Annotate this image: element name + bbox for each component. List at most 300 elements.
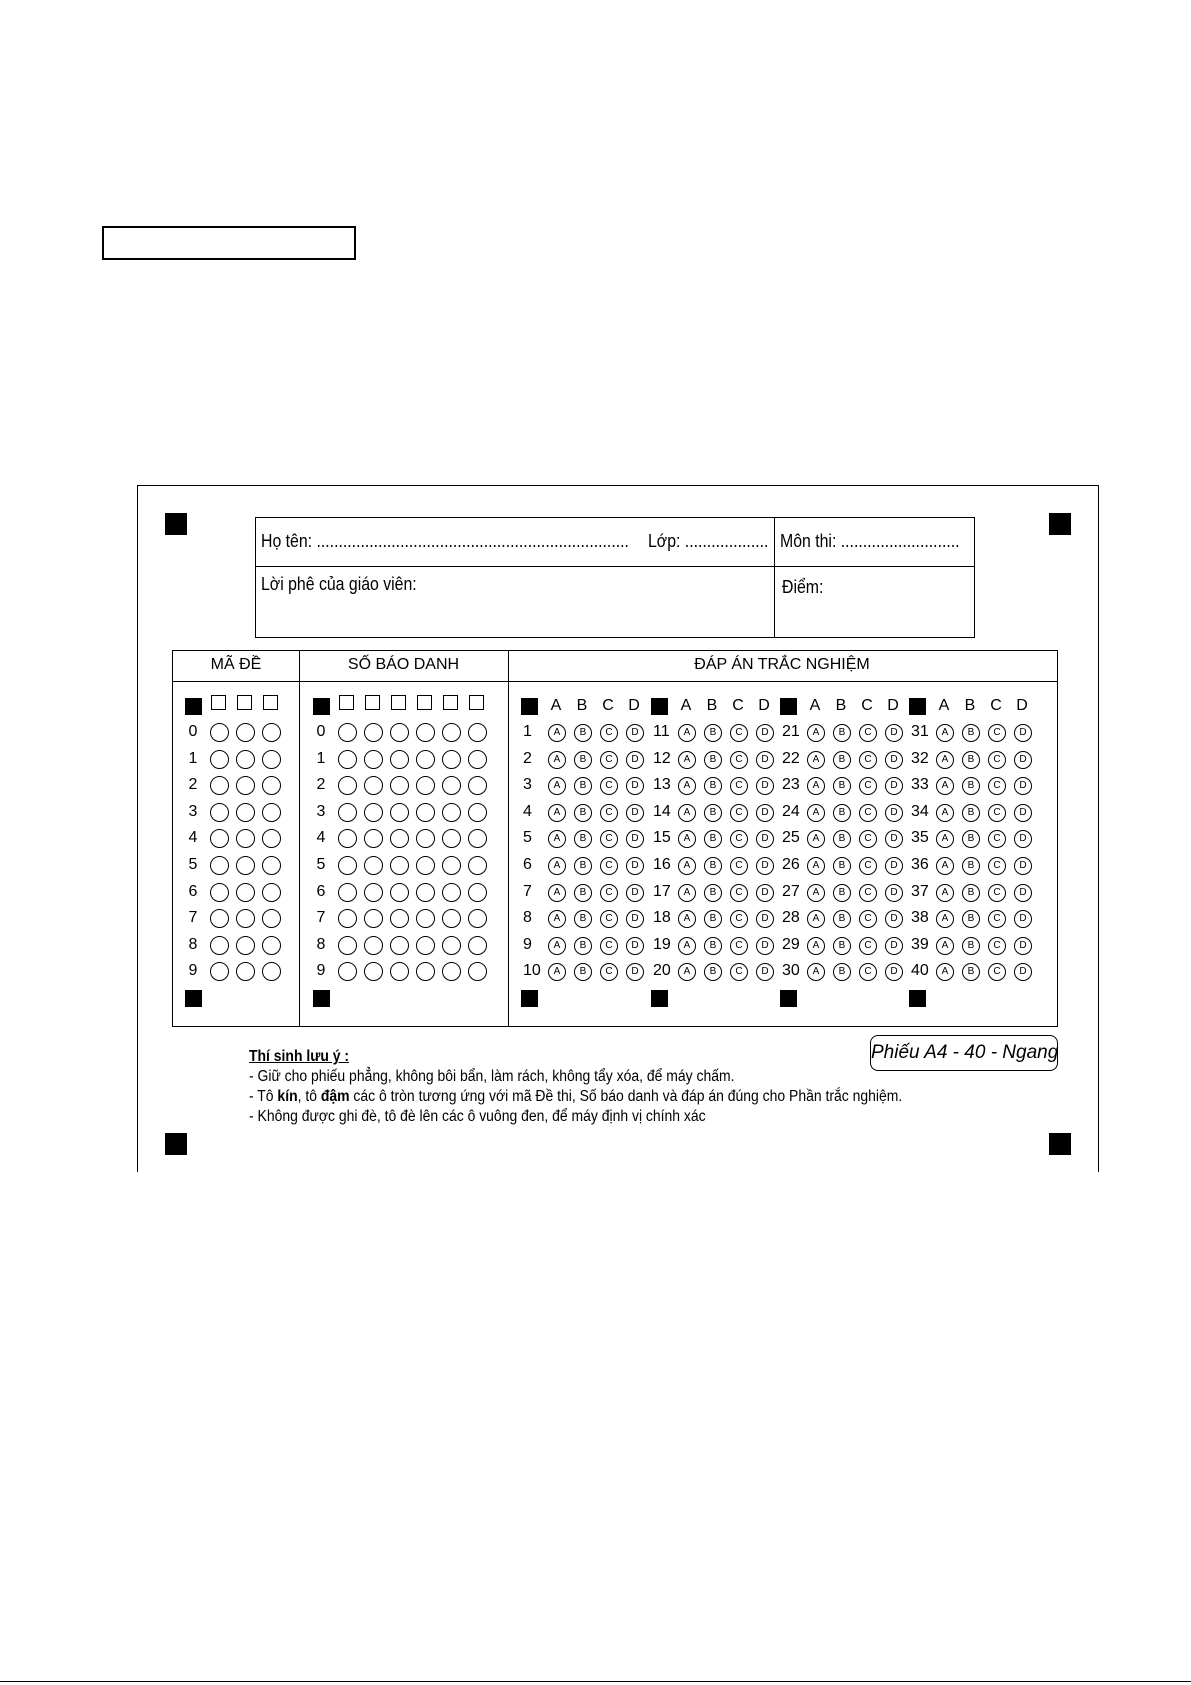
answer-option-header: A	[809, 697, 821, 714]
answer-bubble-d[interactable]: D	[626, 724, 644, 742]
answer-bubble-b[interactable]: B	[704, 963, 722, 981]
student-id-bubble[interactable]	[468, 856, 487, 875]
class-field-label[interactable]: Lớp: ...................	[648, 531, 769, 551]
question-number: 27	[782, 882, 800, 900]
answer-bubble-a[interactable]: A	[678, 937, 696, 955]
student-id-bubble[interactable]	[338, 750, 357, 769]
answer-bubble-c[interactable]: C	[600, 937, 618, 955]
answer-bubble-a[interactable]: A	[807, 910, 825, 928]
exam-code-digit-label: 7	[188, 909, 198, 927]
exam-code-bubble[interactable]	[236, 750, 255, 769]
answer-option-header: C	[861, 697, 873, 714]
answer-bubble-d[interactable]: D	[1014, 804, 1032, 822]
answer-option-header: C	[732, 697, 744, 714]
page-bottom-rule	[0, 1681, 1191, 1682]
exam-code-bubble[interactable]	[262, 883, 281, 902]
student-id-bubble[interactable]	[390, 803, 409, 822]
answer-bubble-c[interactable]: C	[600, 910, 618, 928]
answer-bubble-b[interactable]: B	[962, 830, 980, 848]
student-id-bubble[interactable]	[468, 883, 487, 902]
exam-code-digit-label: 9	[188, 962, 198, 980]
answer-bubble-b[interactable]: B	[833, 830, 851, 848]
answer-bubble-d[interactable]: D	[756, 910, 774, 928]
exam-code-bubble[interactable]	[210, 856, 229, 875]
answer-bubble-a[interactable]: A	[678, 777, 696, 795]
score-label: Điểm:	[782, 577, 824, 597]
question-number: 13	[653, 776, 671, 794]
answer-bubble-a[interactable]: A	[936, 857, 954, 875]
alignment-marker	[909, 990, 926, 1007]
answer-option-header: B	[964, 697, 976, 714]
answer-bubble-c[interactable]: C	[988, 857, 1006, 875]
answer-bubble-b[interactable]: B	[704, 830, 722, 848]
student-id-bubble[interactable]	[364, 803, 383, 822]
answer-bubble-a[interactable]: A	[936, 804, 954, 822]
exam-code-bubble[interactable]	[236, 803, 255, 822]
answer-bubble-a[interactable]: A	[936, 910, 954, 928]
exam-code-digit-label: 5	[188, 856, 198, 873]
exam-code-bubble[interactable]	[236, 723, 255, 742]
answer-bubble-a[interactable]: A	[678, 857, 696, 875]
student-id-bubble[interactable]	[442, 750, 461, 769]
answer-bubble-c[interactable]: C	[730, 751, 748, 769]
exam-code-digit-label: 1	[188, 749, 198, 767]
answer-bubble-b[interactable]: B	[962, 751, 980, 769]
answer-bubble-c[interactable]: C	[988, 910, 1006, 928]
corner-marker-top-left	[165, 513, 187, 535]
answer-bubble-a[interactable]: A	[548, 910, 566, 928]
answer-bubble-b[interactable]: B	[574, 751, 592, 769]
answer-bubble-a[interactable]: A	[678, 751, 696, 769]
student-id-write-box[interactable]	[365, 695, 380, 710]
answer-bubble-d[interactable]: D	[626, 963, 644, 981]
exam-code-write-box[interactable]	[237, 695, 252, 710]
answer-bubble-b[interactable]: B	[833, 857, 851, 875]
question-number: 9	[523, 935, 532, 953]
student-id-bubble[interactable]	[364, 750, 383, 769]
answer-bubble-c[interactable]: C	[988, 937, 1006, 955]
exam-code-bubble[interactable]	[236, 936, 255, 955]
answer-bubble-c[interactable]: C	[730, 830, 748, 848]
exam-code-bubble[interactable]	[262, 723, 281, 742]
answer-bubble-d[interactable]: D	[1014, 884, 1032, 902]
answer-bubble-a[interactable]: A	[548, 937, 566, 955]
exam-code-bubble[interactable]	[210, 723, 229, 742]
answer-bubble-c[interactable]: C	[859, 884, 877, 902]
student-id-bubble[interactable]	[416, 723, 435, 742]
answer-bubble-a[interactable]: A	[678, 830, 696, 848]
answer-bubble-b[interactable]: B	[962, 724, 980, 742]
answer-bubble-d[interactable]: D	[885, 830, 903, 848]
question-number: 40	[911, 962, 929, 980]
answer-bubble-a[interactable]: A	[807, 884, 825, 902]
answer-bubble-c[interactable]: C	[600, 777, 618, 795]
question-number: 16	[653, 856, 671, 873]
answer-bubble-d[interactable]: D	[1014, 830, 1032, 848]
question-number: 28	[782, 909, 800, 927]
answer-bubble-b[interactable]: B	[574, 937, 592, 955]
student-id-digit-label: 0	[316, 723, 326, 740]
question-number: 24	[782, 802, 800, 820]
question-number: 21	[782, 723, 800, 740]
corner-marker-bottom-right	[1049, 1133, 1071, 1155]
answer-bubble-c[interactable]: C	[988, 804, 1006, 822]
exam-code-bubble[interactable]	[236, 883, 255, 902]
answer-bubble-b[interactable]: B	[704, 804, 722, 822]
student-id-bubble[interactable]	[390, 856, 409, 875]
question-number: 5	[523, 829, 532, 847]
student-id-bubble[interactable]	[468, 750, 487, 769]
exam-code-bubble[interactable]	[210, 803, 229, 822]
answer-bubble-c[interactable]: C	[600, 857, 618, 875]
student-id-bubble[interactable]	[468, 803, 487, 822]
answer-bubble-b[interactable]: B	[833, 963, 851, 981]
exam-code-bubble[interactable]	[262, 803, 281, 822]
alignment-marker	[185, 698, 202, 715]
answer-bubble-d[interactable]: D	[626, 830, 644, 848]
student-id-digit-label: 2	[316, 776, 326, 794]
answer-bubble-d[interactable]: D	[626, 857, 644, 875]
answer-bubble-b[interactable]: B	[962, 963, 980, 981]
answer-bubble-c[interactable]: C	[859, 804, 877, 822]
answer-bubble-d[interactable]: D	[626, 910, 644, 928]
alignment-marker	[780, 990, 797, 1007]
student-id-digit-label: 7	[316, 909, 326, 927]
answer-bubble-b[interactable]: B	[704, 910, 722, 928]
question-number: 32	[911, 749, 929, 767]
answer-bubble-c[interactable]: C	[988, 724, 1006, 742]
exam-code-bubble[interactable]	[262, 750, 281, 769]
question-number: 20	[653, 962, 671, 980]
notes-line-1: - Giữ cho phiếu phẳng, không bôi bẩn, làm rách, không tẩy xóa, để máy chấm.	[249, 1068, 735, 1085]
answer-bubble-c[interactable]: C	[600, 963, 618, 981]
answer-option-header: D	[887, 697, 899, 714]
student-id-bubble[interactable]	[390, 723, 409, 742]
student-id-bubble[interactable]	[416, 750, 435, 769]
answer-bubble-c[interactable]: C	[988, 884, 1006, 902]
answer-bubble-a[interactable]: A	[936, 963, 954, 981]
question-number: 11	[653, 723, 670, 740]
question-number: 2	[523, 749, 532, 767]
student-id-digit-label: 3	[316, 802, 326, 820]
exam-code-bubble[interactable]	[262, 856, 281, 875]
answer-bubble-c[interactable]: C	[859, 830, 877, 848]
question-number: 38	[911, 909, 929, 927]
answer-bubble-d[interactable]: D	[1014, 963, 1032, 981]
answer-bubble-d[interactable]: D	[885, 751, 903, 769]
answer-bubble-c[interactable]: C	[730, 963, 748, 981]
student-id-bubble[interactable]	[442, 723, 461, 742]
answer-bubble-b[interactable]: B	[833, 751, 851, 769]
answer-bubble-c[interactable]: C	[730, 724, 748, 742]
notes-line-3: - Không được ghi đè, tô đè lên các ô vuông đen, để máy định vị chính xác	[249, 1108, 706, 1125]
answer-bubble-a[interactable]: A	[936, 751, 954, 769]
answer-bubble-b[interactable]: B	[574, 724, 592, 742]
header-box	[102, 226, 356, 260]
answer-bubble-b[interactable]: B	[574, 884, 592, 902]
answer-option-header: A	[550, 697, 562, 714]
answer-bubble-d[interactable]: D	[756, 777, 774, 795]
question-number: 26	[782, 856, 800, 873]
student-id-bubble[interactable]	[442, 856, 461, 875]
answer-bubble-a[interactable]: A	[807, 830, 825, 848]
answer-bubble-c[interactable]: C	[730, 910, 748, 928]
answer-bubble-b[interactable]: B	[962, 804, 980, 822]
student-id-bubble[interactable]	[442, 936, 461, 955]
answer-bubble-d[interactable]: D	[626, 884, 644, 902]
answer-bubble-c[interactable]: C	[859, 724, 877, 742]
answer-bubble-d[interactable]: D	[885, 884, 903, 902]
answer-bubble-a[interactable]: A	[548, 857, 566, 875]
form-type-label: Phiếu A4 - 40 - Ngang	[870, 1035, 1058, 1071]
answer-bubble-d[interactable]: D	[885, 857, 903, 875]
answer-bubble-b[interactable]: B	[833, 884, 851, 902]
answer-bubble-d[interactable]: D	[756, 857, 774, 875]
answer-bubble-a[interactable]: A	[807, 963, 825, 981]
answer-bubble-a[interactable]: A	[807, 937, 825, 955]
student-id-bubble[interactable]	[468, 723, 487, 742]
alignment-marker	[909, 698, 926, 715]
question-number: 30	[782, 962, 800, 980]
student-id-bubble[interactable]	[390, 936, 409, 955]
answer-bubble-b[interactable]: B	[574, 910, 592, 928]
student-id-bubble[interactable]	[416, 803, 435, 822]
answer-option-header: B	[706, 697, 718, 714]
alignment-marker	[521, 990, 538, 1007]
answer-bubble-a[interactable]: A	[678, 724, 696, 742]
question-number: 31	[911, 723, 929, 740]
exam-code-digit-label: 3	[188, 802, 198, 820]
exam-code-bubble[interactable]	[262, 936, 281, 955]
name-field-label[interactable]: Họ tên: .......................................................................	[261, 531, 629, 551]
answer-option-header: B	[576, 697, 588, 714]
answer-bubble-b[interactable]: B	[962, 777, 980, 795]
answer-bubble-d[interactable]: D	[1014, 857, 1032, 875]
student-id-write-box[interactable]	[469, 695, 484, 710]
question-number: 36	[911, 856, 929, 873]
answer-bubble-b[interactable]: B	[833, 724, 851, 742]
question-number: 25	[782, 829, 800, 847]
answer-bubble-d[interactable]: D	[885, 724, 903, 742]
exam-code-bubble[interactable]	[236, 856, 255, 875]
answer-bubble-b[interactable]: B	[574, 830, 592, 848]
answer-bubble-b[interactable]: B	[574, 804, 592, 822]
question-number: 15	[653, 829, 671, 847]
student-id-bubble[interactable]	[338, 856, 357, 875]
answer-bubble-a[interactable]: A	[678, 910, 696, 928]
answer-bubble-b[interactable]: B	[704, 751, 722, 769]
student-id-digit-label: 8	[316, 935, 326, 953]
student-id-bubble[interactable]	[364, 856, 383, 875]
student-id-bubble[interactable]	[390, 883, 409, 902]
answer-bubble-b[interactable]: B	[962, 884, 980, 902]
answer-bubble-b[interactable]: B	[833, 777, 851, 795]
answer-bubble-a[interactable]: A	[548, 830, 566, 848]
answer-bubble-d[interactable]: D	[756, 937, 774, 955]
answer-bubble-a[interactable]: A	[548, 777, 566, 795]
answer-option-header: D	[628, 697, 640, 714]
answer-bubble-d[interactable]: D	[756, 963, 774, 981]
notes-line-2: - Tô kín, tô đậm các ô tròn tương ứng với mã Đề thi, Số báo danh và đáp án đúng cho Phần trắc nghiệm.	[249, 1088, 903, 1105]
question-number: 1	[523, 723, 532, 740]
answer-bubble-c[interactable]: C	[988, 777, 1006, 795]
answer-bubble-a[interactable]: A	[936, 724, 954, 742]
answer-bubble-c[interactable]: C	[859, 937, 877, 955]
answer-bubble-a[interactable]: A	[678, 804, 696, 822]
answer-bubble-a[interactable]: A	[548, 724, 566, 742]
answer-bubble-d[interactable]: D	[885, 937, 903, 955]
answer-bubble-d[interactable]: D	[626, 937, 644, 955]
question-number: 6	[523, 856, 532, 873]
question-number: 17	[653, 882, 671, 900]
answer-bubble-b[interactable]: B	[704, 857, 722, 875]
answer-bubble-c[interactable]: C	[859, 751, 877, 769]
answer-bubble-b[interactable]: B	[704, 724, 722, 742]
answer-bubble-a[interactable]: A	[936, 937, 954, 955]
answer-bubble-d[interactable]: D	[1014, 751, 1032, 769]
answer-bubble-c[interactable]: C	[859, 777, 877, 795]
student-id-bubble[interactable]	[468, 936, 487, 955]
student-id-bubble[interactable]	[338, 883, 357, 902]
answer-bubble-b[interactable]: B	[574, 777, 592, 795]
student-id-write-box[interactable]	[417, 695, 432, 710]
answer-bubble-b[interactable]: B	[574, 963, 592, 981]
exam-code-digit-label: 2	[188, 776, 198, 794]
question-number: 3	[523, 776, 532, 794]
answer-bubble-d[interactable]: D	[885, 777, 903, 795]
answer-bubble-a[interactable]: A	[807, 857, 825, 875]
answer-bubble-d[interactable]: D	[1014, 937, 1032, 955]
answer-bubble-a[interactable]: A	[548, 963, 566, 981]
student-id-write-box[interactable]	[443, 695, 458, 710]
answer-option-header: A	[680, 697, 692, 714]
answer-bubble-a[interactable]: A	[807, 724, 825, 742]
answer-bubble-c[interactable]: C	[730, 804, 748, 822]
answer-bubble-c[interactable]: C	[988, 963, 1006, 981]
answer-bubble-d[interactable]: D	[1014, 910, 1032, 928]
student-id-bubble[interactable]	[364, 936, 383, 955]
exam-code-bubble[interactable]	[210, 883, 229, 902]
answer-option-header: A	[938, 697, 950, 714]
answer-bubble-c[interactable]: C	[600, 884, 618, 902]
question-number: 10	[523, 962, 541, 980]
student-id-bubble[interactable]	[416, 883, 435, 902]
teacher-comment-label: Lời phê của giáo viên:	[261, 574, 417, 594]
question-number: 33	[911, 776, 929, 794]
question-number: 19	[653, 935, 671, 953]
answer-bubble-b[interactable]: B	[962, 857, 980, 875]
student-id-write-box[interactable]	[339, 695, 354, 710]
answer-bubble-b[interactable]: B	[574, 857, 592, 875]
answer-bubble-a[interactable]: A	[678, 963, 696, 981]
question-number: 8	[523, 909, 532, 927]
answer-bubble-c[interactable]: C	[600, 724, 618, 742]
answer-bubble-d[interactable]: D	[756, 884, 774, 902]
question-number: 12	[653, 749, 671, 767]
student-id-bubble[interactable]	[338, 723, 357, 742]
answer-bubble-c[interactable]: C	[730, 884, 748, 902]
answer-bubble-b[interactable]: B	[962, 910, 980, 928]
student-id-bubble[interactable]	[442, 883, 461, 902]
answer-bubble-c[interactable]: C	[988, 830, 1006, 848]
answer-bubble-b[interactable]: B	[704, 884, 722, 902]
answer-bubble-a[interactable]: A	[936, 884, 954, 902]
student-id-bubble[interactable]	[442, 803, 461, 822]
answer-bubble-d[interactable]: D	[885, 804, 903, 822]
answer-bubble-d[interactable]: D	[756, 804, 774, 822]
exam-code-write-box[interactable]	[263, 695, 278, 710]
answer-bubble-d[interactable]: D	[1014, 777, 1032, 795]
answer-bubble-c[interactable]: C	[600, 804, 618, 822]
student-id-bubble[interactable]	[390, 750, 409, 769]
answer-option-header: D	[1016, 697, 1028, 714]
answer-bubble-b[interactable]: B	[704, 777, 722, 795]
answer-bubble-c[interactable]: C	[988, 751, 1006, 769]
answer-bubble-d[interactable]: D	[626, 804, 644, 822]
student-id-bubble[interactable]	[416, 936, 435, 955]
answer-bubble-d[interactable]: D	[756, 830, 774, 848]
exam-code-bubble[interactable]	[210, 936, 229, 955]
answer-bubble-b[interactable]: B	[833, 804, 851, 822]
answer-bubble-d[interactable]: D	[756, 751, 774, 769]
answer-bubble-c[interactable]: C	[600, 830, 618, 848]
answer-bubble-c[interactable]: C	[859, 910, 877, 928]
answer-bubble-d[interactable]: D	[1014, 724, 1032, 742]
answer-bubble-c[interactable]: C	[859, 963, 877, 981]
alignment-marker	[780, 698, 797, 715]
answer-bubble-a[interactable]: A	[936, 830, 954, 848]
student-id-write-box[interactable]	[391, 695, 406, 710]
answer-bubble-a[interactable]: A	[548, 804, 566, 822]
answer-bubble-c[interactable]: C	[600, 751, 618, 769]
student-id-bubble[interactable]	[364, 723, 383, 742]
answer-bubble-d[interactable]: D	[756, 724, 774, 742]
question-number: 18	[653, 909, 671, 927]
exam-code-title: MÃ ĐỀ	[210, 656, 262, 673]
answer-bubble-d[interactable]: D	[885, 910, 903, 928]
answer-bubble-a[interactable]: A	[936, 777, 954, 795]
answer-bubble-a[interactable]: A	[548, 884, 566, 902]
answer-bubble-c[interactable]: C	[730, 777, 748, 795]
answer-bubble-b[interactable]: B	[962, 937, 980, 955]
student-id-bubble[interactable]	[364, 883, 383, 902]
answer-bubble-b[interactable]: B	[833, 910, 851, 928]
question-number: 34	[911, 802, 929, 820]
answer-bubble-a[interactable]: A	[678, 884, 696, 902]
answer-bubble-d[interactable]: D	[626, 751, 644, 769]
exam-code-write-box[interactable]	[211, 695, 226, 710]
student-id-digit-label: 5	[316, 856, 326, 873]
answer-bubble-a[interactable]: A	[807, 751, 825, 769]
student-id-bubble[interactable]	[338, 936, 357, 955]
answer-bubble-c[interactable]: C	[859, 857, 877, 875]
exam-code-bubble[interactable]	[210, 750, 229, 769]
answer-bubble-c[interactable]: C	[730, 937, 748, 955]
question-number: 7	[523, 882, 532, 900]
answer-bubble-c[interactable]: C	[730, 857, 748, 875]
answer-bubble-a[interactable]: A	[548, 751, 566, 769]
student-id-bubble[interactable]	[416, 856, 435, 875]
answer-bubble-b[interactable]: B	[704, 937, 722, 955]
answer-bubble-a[interactable]: A	[807, 804, 825, 822]
student-id-bubble[interactable]	[338, 803, 357, 822]
answer-bubble-a[interactable]: A	[807, 777, 825, 795]
answer-bubble-b[interactable]: B	[833, 937, 851, 955]
answer-option-header: D	[758, 697, 770, 714]
answer-bubble-d[interactable]: D	[626, 777, 644, 795]
answer-bubble-d[interactable]: D	[885, 963, 903, 981]
subject-field-label[interactable]: Môn thi: ...........................	[780, 531, 960, 551]
